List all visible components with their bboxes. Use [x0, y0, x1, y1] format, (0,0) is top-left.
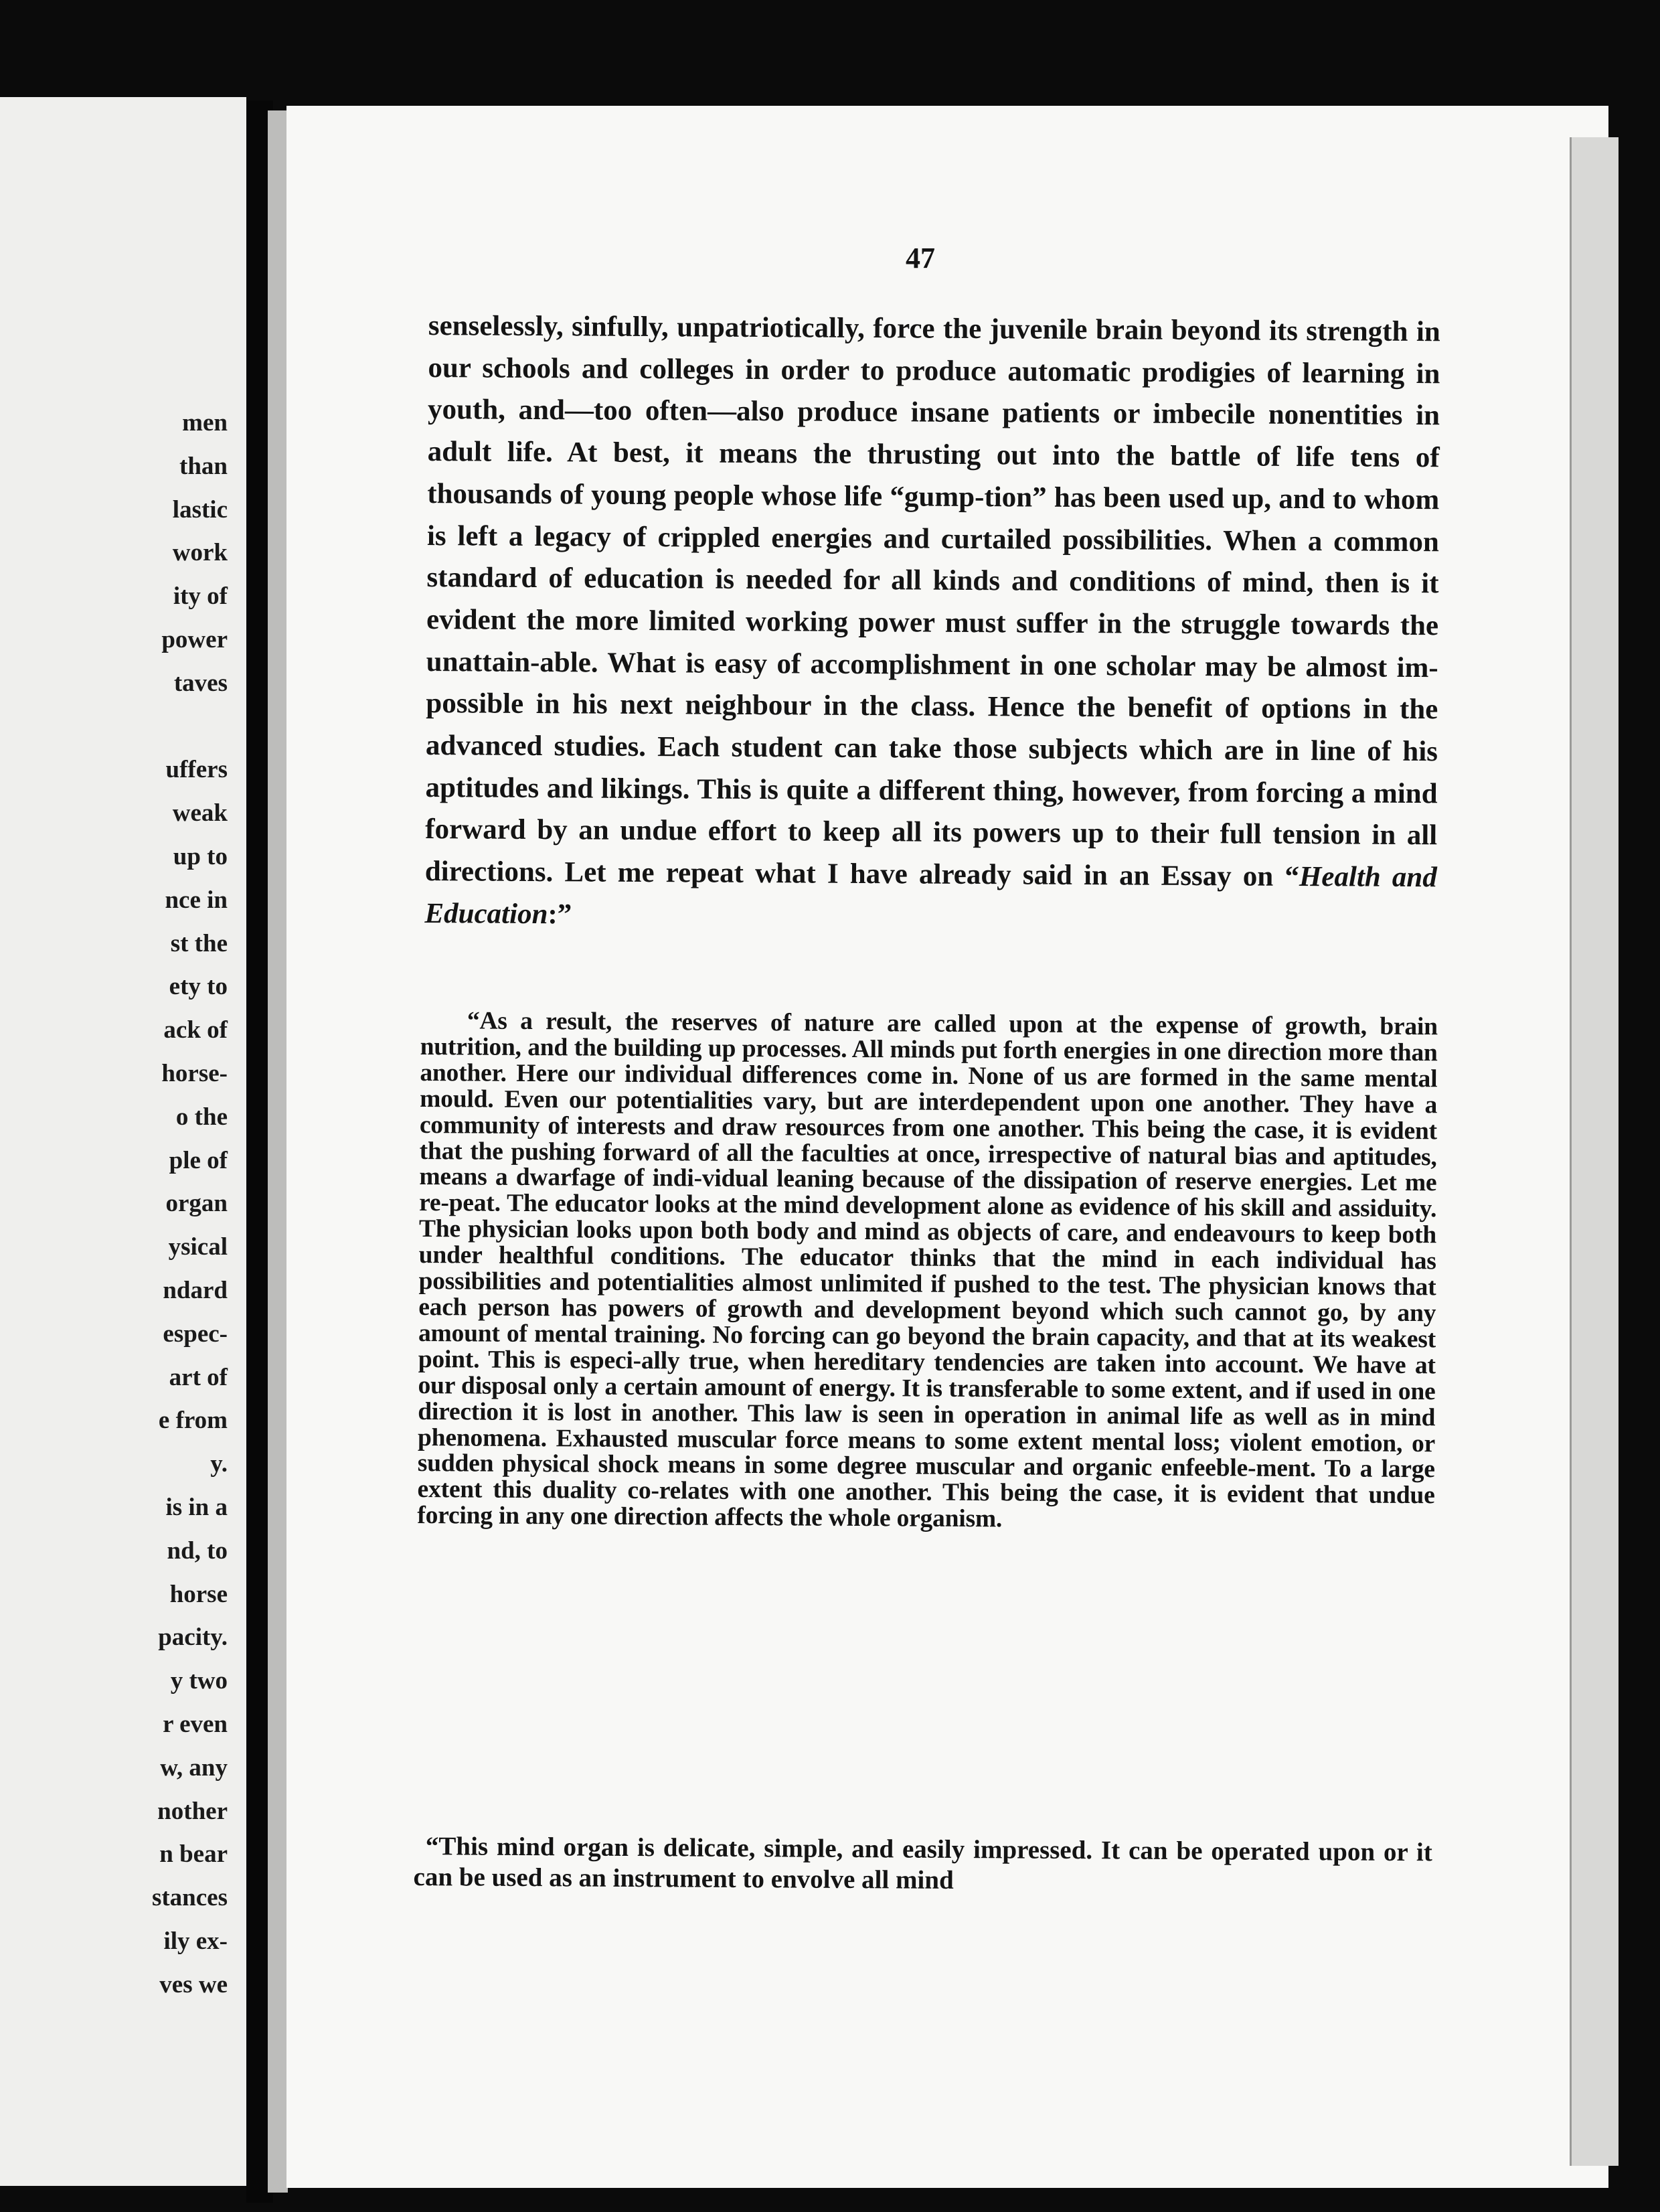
left-fragment: ity of [173, 582, 228, 611]
left-fragment: espec- [163, 1320, 228, 1348]
left-fragment: e from [158, 1407, 228, 1435]
left-page [0, 97, 246, 2186]
left-fragment: ple of [169, 1146, 228, 1174]
left-fragment: ack of [163, 1016, 228, 1044]
left-fragment: ily ex- [163, 1927, 228, 1955]
page-number: 47 [906, 242, 935, 274]
left-fragment: r even [163, 1710, 228, 1738]
paragraph-end: :” [548, 898, 572, 931]
left-fragment: is in a [165, 1493, 228, 1521]
left-fragment: n bear [159, 1840, 228, 1869]
left-fragment: than [179, 452, 228, 480]
essay-title: Health and Education [424, 861, 1437, 930]
left-fragment: ysical [168, 1233, 228, 1261]
page-edge [1570, 137, 1618, 2166]
left-fragment: men [182, 409, 228, 437]
left-fragment: ndard [163, 1276, 228, 1304]
left-fragment: nother [157, 1797, 228, 1825]
left-fragment: organ [165, 1190, 228, 1218]
main-paragraph [424, 305, 1440, 941]
block-quote-2 [413, 1831, 1432, 1899]
left-fragment: art of [169, 1363, 228, 1391]
left-fragment: weak [172, 799, 228, 827]
left-fragment: y two [170, 1667, 228, 1695]
left-fragment: o the [175, 1103, 228, 1131]
left-fragment: horse- [161, 1059, 228, 1087]
left-fragment: work [172, 539, 228, 567]
left-fragment: pacity. [158, 1624, 228, 1652]
quote-2-text: “This mind organ is delicate, simple, and easily impressed. It can be operated upon or it can be used as an instrument to envolve all mind [413, 1832, 1432, 1895]
left-fragment: st the [170, 929, 228, 957]
left-fragment: horse [169, 1580, 228, 1608]
page-gutter [268, 110, 288, 2193]
quote-1-text: “As a result, the reserves of nature are called upon at the expense of growth, brain nutrition, and the building up processes. All minds put forth energies in one direction more than another. Here our individual differences come in. None of us are formed in the same mental mould. Even our potentialities vary, but are interdependent upon one another. They have a community of interests and draw resources from one another. This being the case, it is evident that the pushing forward of all the faculties at once, irrespective of natural bias and aptitudes, means a dwarfage of indi-vidual leaning because of the dissipation of reserve energies. Let me re-peat. The educator looks at the mind development alone as evidence of his skill and assiduity. The physician looks upon both body and mind as objects of care, and endeavours to keep both under healthful conditions. The educator thinks that the mind in each individual has possibilities and potentialities almost unlimited if pushed to the test. The physician knows that each person has powers of growth and development beyond which such cannot go, by any amount of mental training. No forcing can go beyond the brain capacity, and that at its weakest point. This is especi-ally true, when hereditary tendencies are taken into account. We have at our disposal only a certain amount of energy. It is transferable to some extent, and if used in one direction it is lost in another. This law is seen in operation in animal life as well as in mind phenomena. Exhausted muscular force means to some extent mental loss; violent emotion, or sudden physical shock means in some degree muscular and organic enfeeble-ment. To a large extent this duality co-relates with one another. This being the case, it is evident that undue forcing in any one direction affects the whole organism. [417, 1007, 1438, 1533]
paragraph-text [424, 305, 1440, 941]
left-fragment: power [161, 625, 228, 653]
left-fragment: y. [210, 1450, 228, 1478]
left-fragment: taves [173, 669, 228, 697]
left-fragment: uffers [165, 756, 228, 784]
paragraph-body: senselessly, sinfully, unpatriotically, force the juvenile brain beyond its strength in our schools and colleges in order to produce automatic prodigies of learning in youth, and—too often—also produce insane patients or imbecile nonentities in adult life. At best, it means the thrusting out into the battle of life tens of thousands of young people whose life “gump-tion” has been used up, and to whom is left a legacy of crippled energies and curtailed possibilities. When a common standard of education is needed for all kinds and conditions of mind, then is it evident the more limited working power must suffer in the struggle towards the unattain-able. What is easy of accomplishment in one scholar may be almost im-possible in his next neighbour in the class. Hence the benefit of options in the advanced studies. Each student can take those subjects which are in line of his aptitudes and likings. This is quite a different thing, however, from forcing a mind forward by an undue effort to keep all its powers up to their full tension in all directions. Let me repeat what I have already said in an Essay on “ [424, 309, 1440, 893]
left-fragment: up to [173, 842, 228, 870]
left-fragment: ety to [169, 973, 228, 1001]
left-fragment: lastic [172, 495, 228, 524]
left-fragment: nd, to [167, 1536, 228, 1565]
left-fragment: ves we [159, 1970, 228, 1998]
left-fragment: nce in [165, 886, 228, 914]
left-fragment: stances [151, 1884, 228, 1912]
left-fragment-gap [94, 706, 228, 749]
left-page-text-fragments [94, 402, 228, 2006]
block-quote-1 [417, 1008, 1438, 1535]
left-fragment: w, any [160, 1753, 228, 1782]
